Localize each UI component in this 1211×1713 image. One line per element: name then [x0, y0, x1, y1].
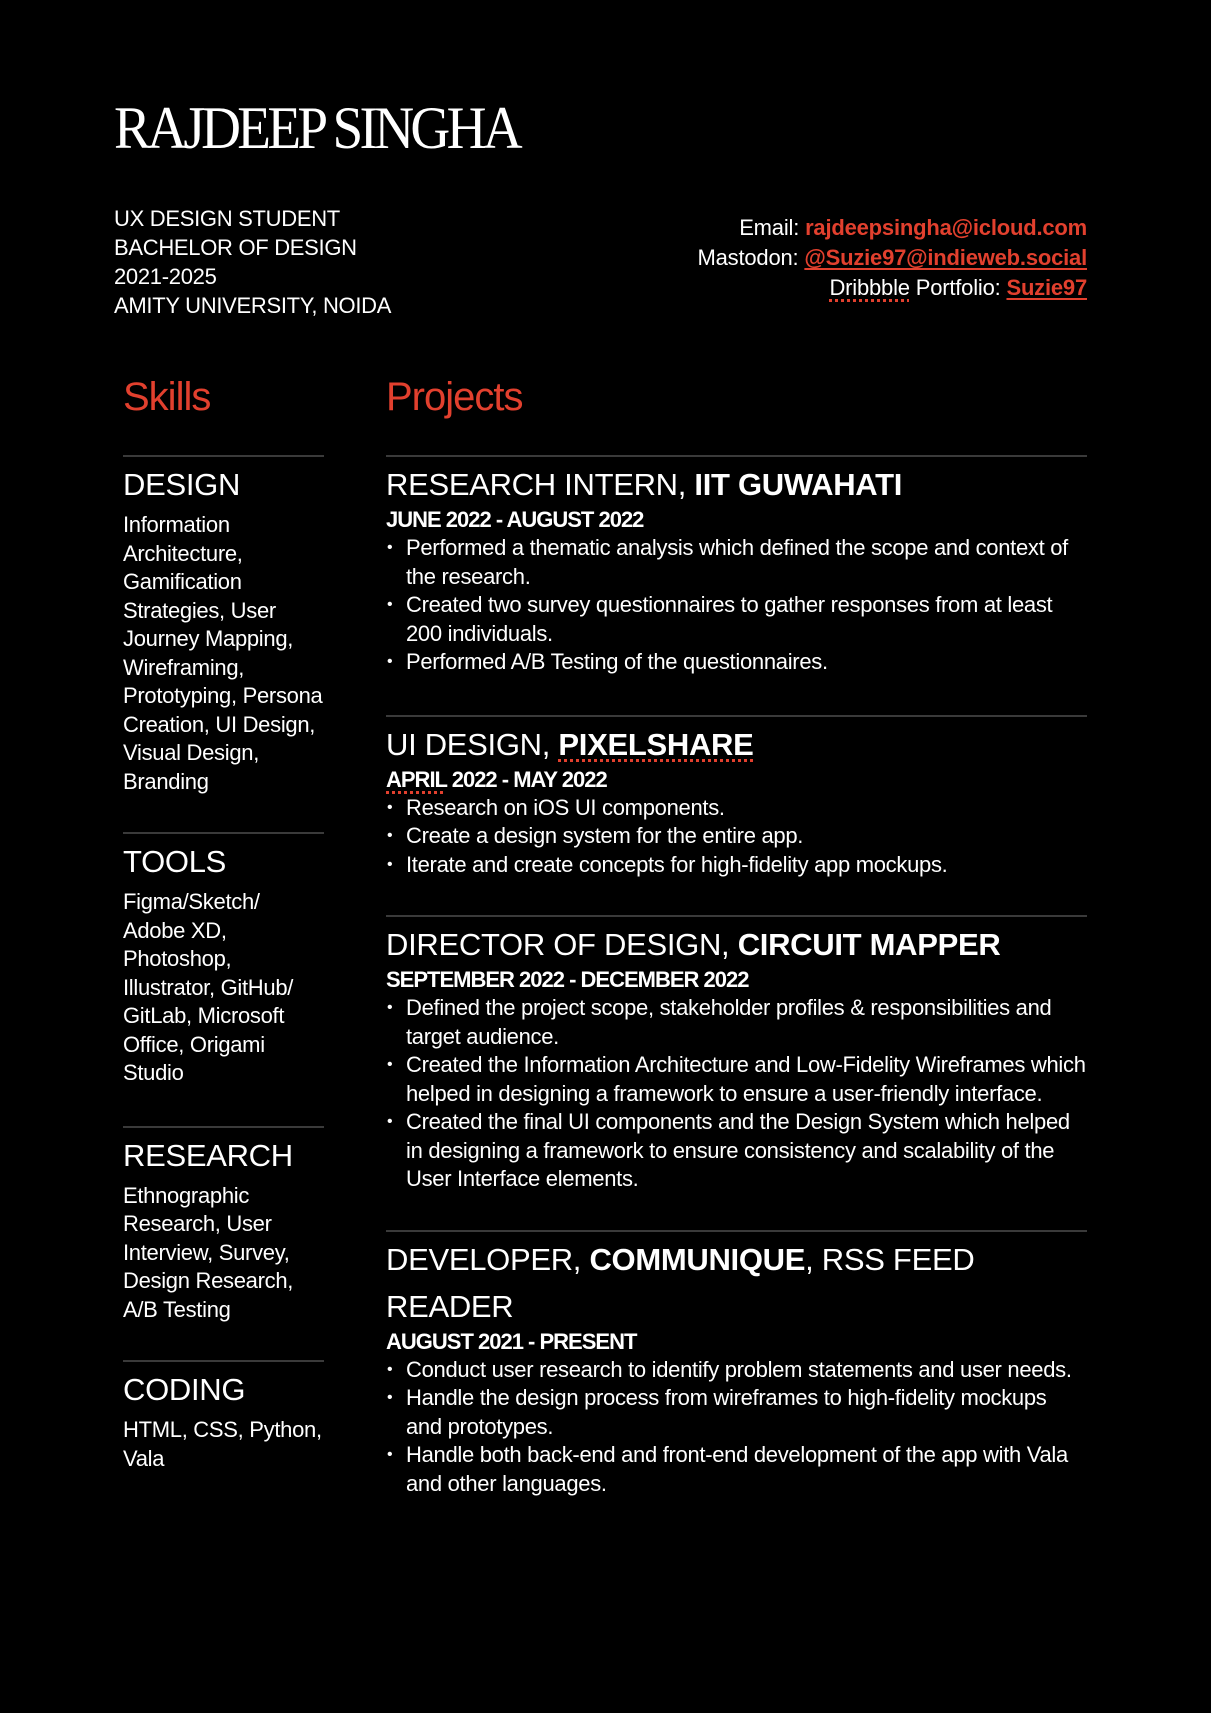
projects-column	[386, 455, 1087, 1498]
contact-email-row	[698, 213, 1088, 243]
project-bullets	[386, 794, 1087, 880]
project-bullets	[386, 534, 1087, 677]
email-label: Email:	[739, 215, 800, 240]
project-date-month: APRIL	[386, 766, 447, 792]
skill-group-heading: DESIGN	[123, 467, 241, 502]
skill-group-list: Information Architecture, Gamification Strategies, User Journey Mapping, Wireframing, Prototyping, Persona Creation, UI Design, Visual Design, Branding	[123, 512, 323, 794]
project-bullets	[386, 994, 1087, 1194]
project-date	[386, 766, 1087, 794]
bullet-item: • Research on iOS UI components.	[386, 794, 1087, 823]
project-item-communique	[386, 1230, 1087, 1499]
mastodon-label: Mastodon:	[697, 245, 799, 270]
contact-block	[698, 213, 1088, 303]
skill-group-heading: CODING	[123, 1372, 246, 1407]
project-role: RESEARCH INTERN,	[386, 467, 695, 502]
project-date-range: 2022 - MAY 2022	[446, 766, 607, 792]
project-org: CIRCUIT MAPPER	[737, 927, 1001, 962]
bullet-item: • Performed a thematic analysis which defined the scope and context of the research.	[386, 534, 1087, 591]
education-line-title: UX DESIGN STUDENT	[114, 206, 340, 231]
bullet-item: • Create a design system for the entire app.	[386, 822, 1087, 851]
project-org: PIXELSHARE	[558, 726, 754, 762]
bullet-item: • Created two survey questionnaires to gather responses from at least 200 individuals.	[386, 591, 1087, 648]
project-heading	[386, 1236, 1087, 1330]
project-role: DEVELOPER,	[386, 1241, 590, 1277]
education-line-years: 2021-2025	[114, 264, 217, 289]
project-date: AUGUST 2021 - PRESENT	[386, 1328, 637, 1354]
email-link[interactable]: rajdeepsingha@icloud.com	[805, 215, 1087, 240]
bullet-item: • Iterate and create concepts for high-fidelity app mockups.	[386, 851, 1087, 880]
project-heading	[386, 921, 1087, 968]
skill-group-design	[123, 455, 324, 796]
skill-group-research	[123, 1126, 324, 1325]
project-role: DIRECTOR OF DESIGN,	[386, 927, 738, 962]
project-org: COMMUNIQUE	[589, 1241, 806, 1277]
bullet-item: • Created the Information Architecture and Low-Fidelity Wireframes which helped in designing a framework to ensure a user-friendly interface.	[386, 1051, 1087, 1108]
portfolio-label-site: Dribbble	[829, 275, 910, 300]
education-block	[114, 204, 391, 320]
project-heading	[386, 461, 1087, 508]
resume-name: RAJDEEP SINGHA	[114, 95, 519, 161]
bullet-item: • Handle the design process from wireframes to high-fidelity mockups and prototypes.	[386, 1384, 1087, 1441]
project-role-suffix: , RSS FEED READER	[386, 1241, 975, 1324]
skill-group-tools	[123, 832, 324, 1088]
project-heading	[386, 721, 1087, 768]
project-item-pixelshare	[386, 715, 1087, 880]
project-org: IIT GUWAHATI	[694, 467, 903, 502]
mastodon-link[interactable]: @Suzie97@indieweb.social	[804, 245, 1087, 270]
bullet-item: • Created the final UI components and the Design System which helped in designing a framework to ensure consistency and scalability of the User Interface elements.	[386, 1108, 1087, 1194]
bullet-item: • Performed A/B Testing of the questionnaires.	[386, 648, 1087, 677]
contact-portfolio-row	[698, 273, 1088, 303]
bullet-item: • Handle both back-end and front-end development of the app with Vala and other languages.	[386, 1441, 1087, 1498]
skill-group-list: Ethnographic Research, User Interview, Survey, Design Research, A/B Testing	[123, 1182, 294, 1322]
skill-group-list: Figma/Sketch/ Adobe XD, Photoshop, Illustrator, GitHub/ GitLab, Microsoft Office, Origami Studio	[123, 889, 294, 1085]
skill-group-heading: TOOLS	[123, 844, 227, 879]
project-role: UI DESIGN,	[386, 726, 559, 762]
bullet-item: • Conduct user research to identify problem statements and user needs.	[386, 1356, 1087, 1385]
project-bullets	[386, 1356, 1087, 1499]
portfolio-label: Portfolio:	[909, 275, 1001, 300]
skill-group-coding	[123, 1360, 324, 1473]
skill-group-heading: RESEARCH	[123, 1137, 293, 1173]
contact-mastodon-row	[698, 243, 1088, 273]
projects-section-title: Projects	[386, 375, 523, 419]
skill-group-list: HTML, CSS, Python, Vala	[123, 1417, 322, 1471]
education-line-degree: BACHELOR OF DESIGN	[114, 235, 357, 260]
project-date: JUNE 2022 - AUGUST 2022	[386, 507, 644, 532]
bullet-item: • Defined the project scope, stakeholder profiles & responsibilities and target audience.	[386, 994, 1087, 1051]
skills-column	[123, 455, 324, 1473]
dribbble-portfolio-link[interactable]: Suzie97	[1006, 275, 1087, 300]
project-item-circuit-mapper	[386, 915, 1087, 1194]
project-date: SEPTEMBER 2022 - DECEMBER 2022	[386, 967, 749, 992]
education-line-university: AMITY UNIVERSITY, NOIDA	[114, 293, 392, 318]
project-item-iit-guwahati	[386, 455, 1087, 677]
skills-section-title: Skills	[123, 375, 211, 419]
